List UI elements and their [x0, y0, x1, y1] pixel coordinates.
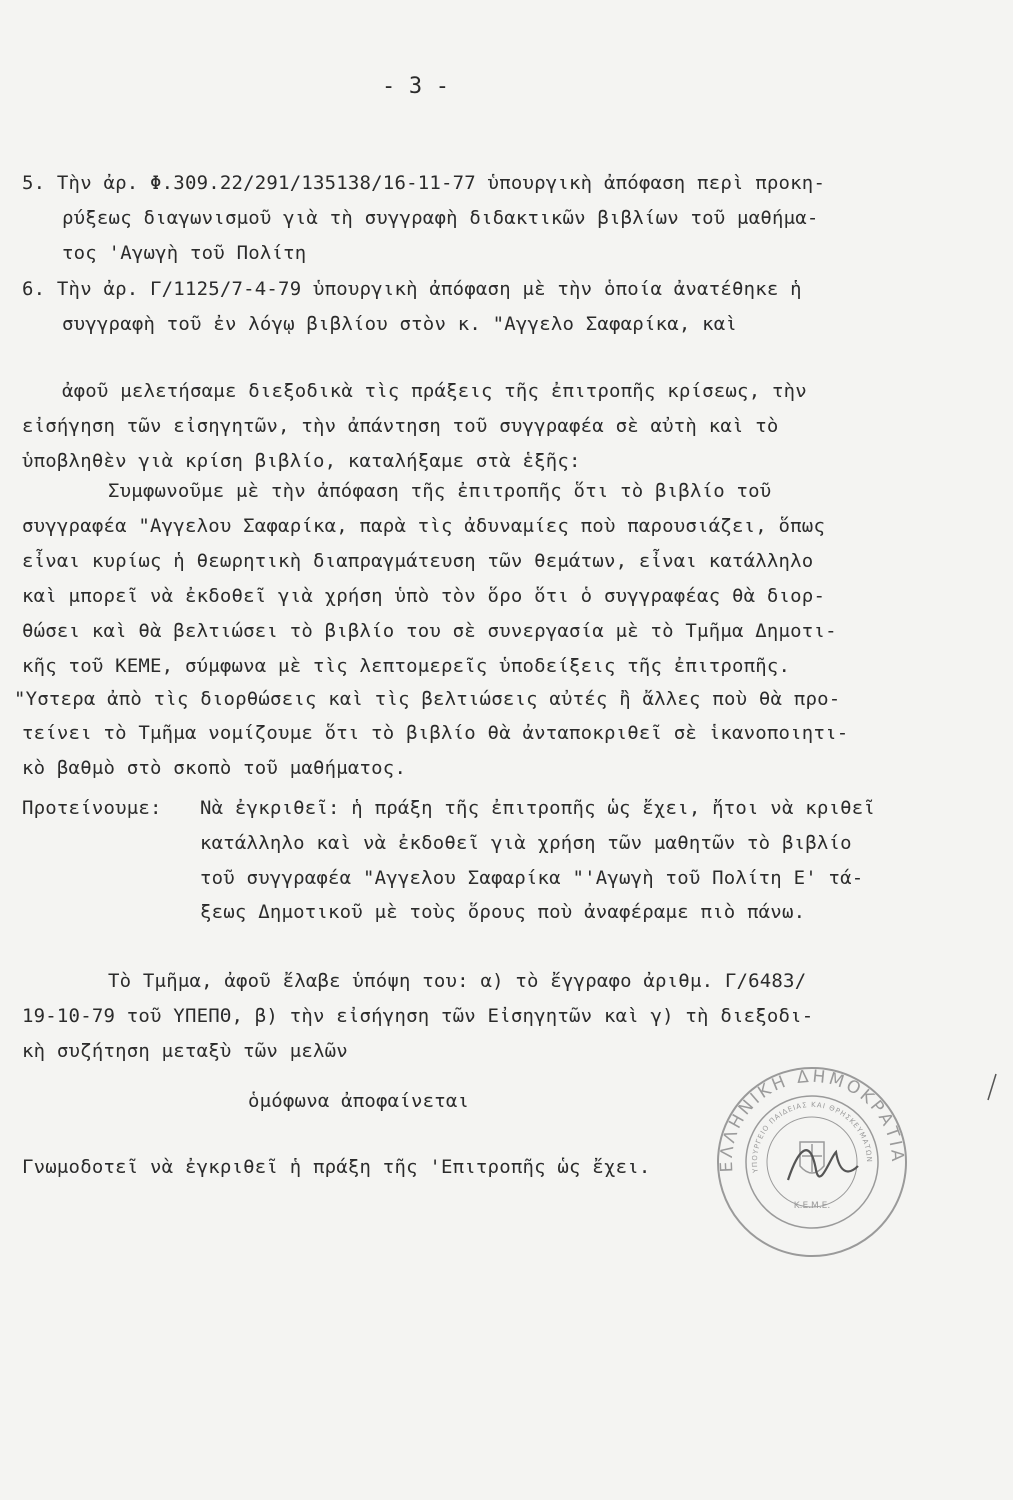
item-6-line-1: 6. Τὴν ἀρ. Γ/1125/7-4-79 ὑπουργικὴ ἀπόφαση μὲ τὴν ὁποία ἀνατέθηκε ἡ — [22, 278, 802, 300]
item-5-line-2: ρύξεως διαγωνισμοῦ γιὰ τὴ συγγραφὴ διδακτικῶν βιβλίων τοῦ μαθήμα- — [62, 207, 819, 229]
para-after-line-3: ὑποβληθὲν γιὰ κρίση βιβλίο, καταλήξαμε στὰ ἑξῆς: — [22, 450, 581, 472]
signature-icon — [788, 1150, 858, 1180]
para-agree-line-2: συγγραφέα "Αγγελου Σαφαρίκα, παρὰ τὶς ἀδυναμίες ποὺ παρουσιάζει, ὅπως — [22, 515, 826, 537]
stamp-inner-text: ΥΠΟΥΡΓΕΙΟ ΠΑΙΔΕΙΑΣ ΚΑΙ ΘΡΗΣΚΕΥΜΑΤΩΝ — [750, 1100, 874, 1174]
proposal-line-2: κατάλληλο καὶ νὰ ἐκδοθεῖ γιὰ χρήση τῶν μαθητῶν τὸ βιβλίο — [200, 832, 852, 854]
decision-heading: ὁμόφωνα ἀποφαίνεται — [248, 1090, 470, 1112]
para-after-line-1: ἀφοῦ μελετήσαμε διεξοδικὰ τὶς πράξεις τῆς ἐπιτροπῆς κρίσεως, τὴν — [62, 380, 807, 402]
page-number: - 3 - — [382, 74, 450, 99]
stamp-graphic — [712, 1062, 912, 1262]
para-agree-line-1: Συμφωνοῦμε μὲ τὴν ἀπόφαση τῆς ἐπιτροπῆς ὅτι τὸ βιβλίο τοῦ — [108, 480, 772, 502]
para-after-line-2: εἰσήγηση τῶν εἰσηγητῶν, τὴν ἀπάντηση τοῦ συγγραφέα σὲ αὐτὴ καὶ τὸ — [22, 415, 779, 437]
item-5-line-1: 5. Τὴν ἀρ. Φ.309.22/291/135138/16-11-77 ὑπουργικὴ ἀπόφαση περὶ προκη- — [22, 172, 826, 194]
para-agree-line-9: κὸ βαθμὸ στὸ σκοπὸ τοῦ μαθήματος. — [22, 757, 407, 779]
para-agree-line-7: "Υστερα ἀπὸ τὶς διορθώσεις καὶ τὶς βελτιώσεις αὐτές ἢ ἄλλες ποὺ θὰ προ- — [14, 688, 841, 710]
proposal-label: Προτείνουμε: — [22, 797, 162, 819]
svg-text:ΕΛΛΗΝΙΚΗ ΔΗΜΟΚΡΑΤΙΑ — [712, 1062, 912, 1220]
para-section-line-1: Τὸ Τμῆμα, ἀφοῦ ἔλαβε ὑπόψη του: α) τὸ ἔγγραφο ἀριθμ. Γ/6483/ — [108, 970, 807, 992]
stamp-outer-text: ΕΛΛΗΝΙΚΗ ΔΗΜΟΚΡΑΤΙΑ — [716, 1066, 908, 1173]
para-agree-line-8: τείνει τὸ Τμῆμα νομίζουμε ὅτι τὸ βιβλίο θὰ ἀνταποκριθεῖ σὲ ἱκανοποιητι- — [22, 722, 849, 744]
proposal-line-1: Νὰ ἐγκριθεῖ: ἡ πράξη τῆς ἐπιτροπῆς ὡς ἔχει, ἤτοι νὰ κριθεῖ — [200, 797, 876, 819]
final-line: Γνωμοδοτεῖ νὰ ἐγκριθεῖ ἡ πράξη τῆς 'Επιτροπῆς ὡς ἔχει. — [22, 1156, 651, 1178]
para-agree-line-5: θώσει καὶ θὰ βελτιώσει τὸ βιβλίο του σὲ συνεργασία μὲ τὸ Τμῆμα Δημοτι- — [22, 620, 837, 642]
margin-mark-icon — [985, 1072, 999, 1102]
para-agree-line-4: καὶ μπορεῖ νὰ ἐκδοθεῖ γιὰ χρήση ὑπὸ τὸν ὅρο ὅτι ὁ συγγραφέας θὰ διορ- — [22, 585, 826, 607]
item-6-line-2: συγγραφὴ τοῦ ἐν λόγῳ βιβλίου στὸν κ. "Αγγελο Σαφαρίκα, καὶ — [62, 313, 738, 335]
para-agree-line-3: εἶναι κυρίως ἡ θεωρητικὴ διαπραγμάτευση τῶν θεμάτων, εἶναι κατάλληλο — [22, 550, 814, 572]
para-section-line-3: κὴ συζήτηση μεταξὺ τῶν μελῶν — [22, 1040, 348, 1062]
para-agree-line-6: κῆς τοῦ ΚΕΜΕ, σύμφωνα μὲ τὶς λεπτομερεῖς ὑποδείξεις τῆς ἐπιτροπῆς. — [22, 655, 791, 677]
para-section-line-2: 19-10-79 τοῦ ΥΠΕΠΘ, β) τὴν εἰσήγηση τῶν Εἰσηγητῶν καὶ γ) τὴ διεξοδι- — [22, 1005, 814, 1027]
item-5-line-3: τος 'Αγωγὴ τοῦ Πολίτη — [62, 242, 307, 264]
proposal-line-4: ξεως Δημοτικοῦ μὲ τοὺς ὅρους ποὺ ἀναφέραμε πιὸ πάνω. — [200, 901, 806, 923]
proposal-line-3: τοῦ συγγραφέα "Αγγελου Σαφαρίκα "'Αγωγὴ τοῦ Πολίτη Ε' τά- — [200, 867, 864, 889]
official-stamp — [712, 1062, 912, 1262]
stamp-bottom-text: Κ.Ε.Μ.Ε. — [793, 1201, 831, 1211]
